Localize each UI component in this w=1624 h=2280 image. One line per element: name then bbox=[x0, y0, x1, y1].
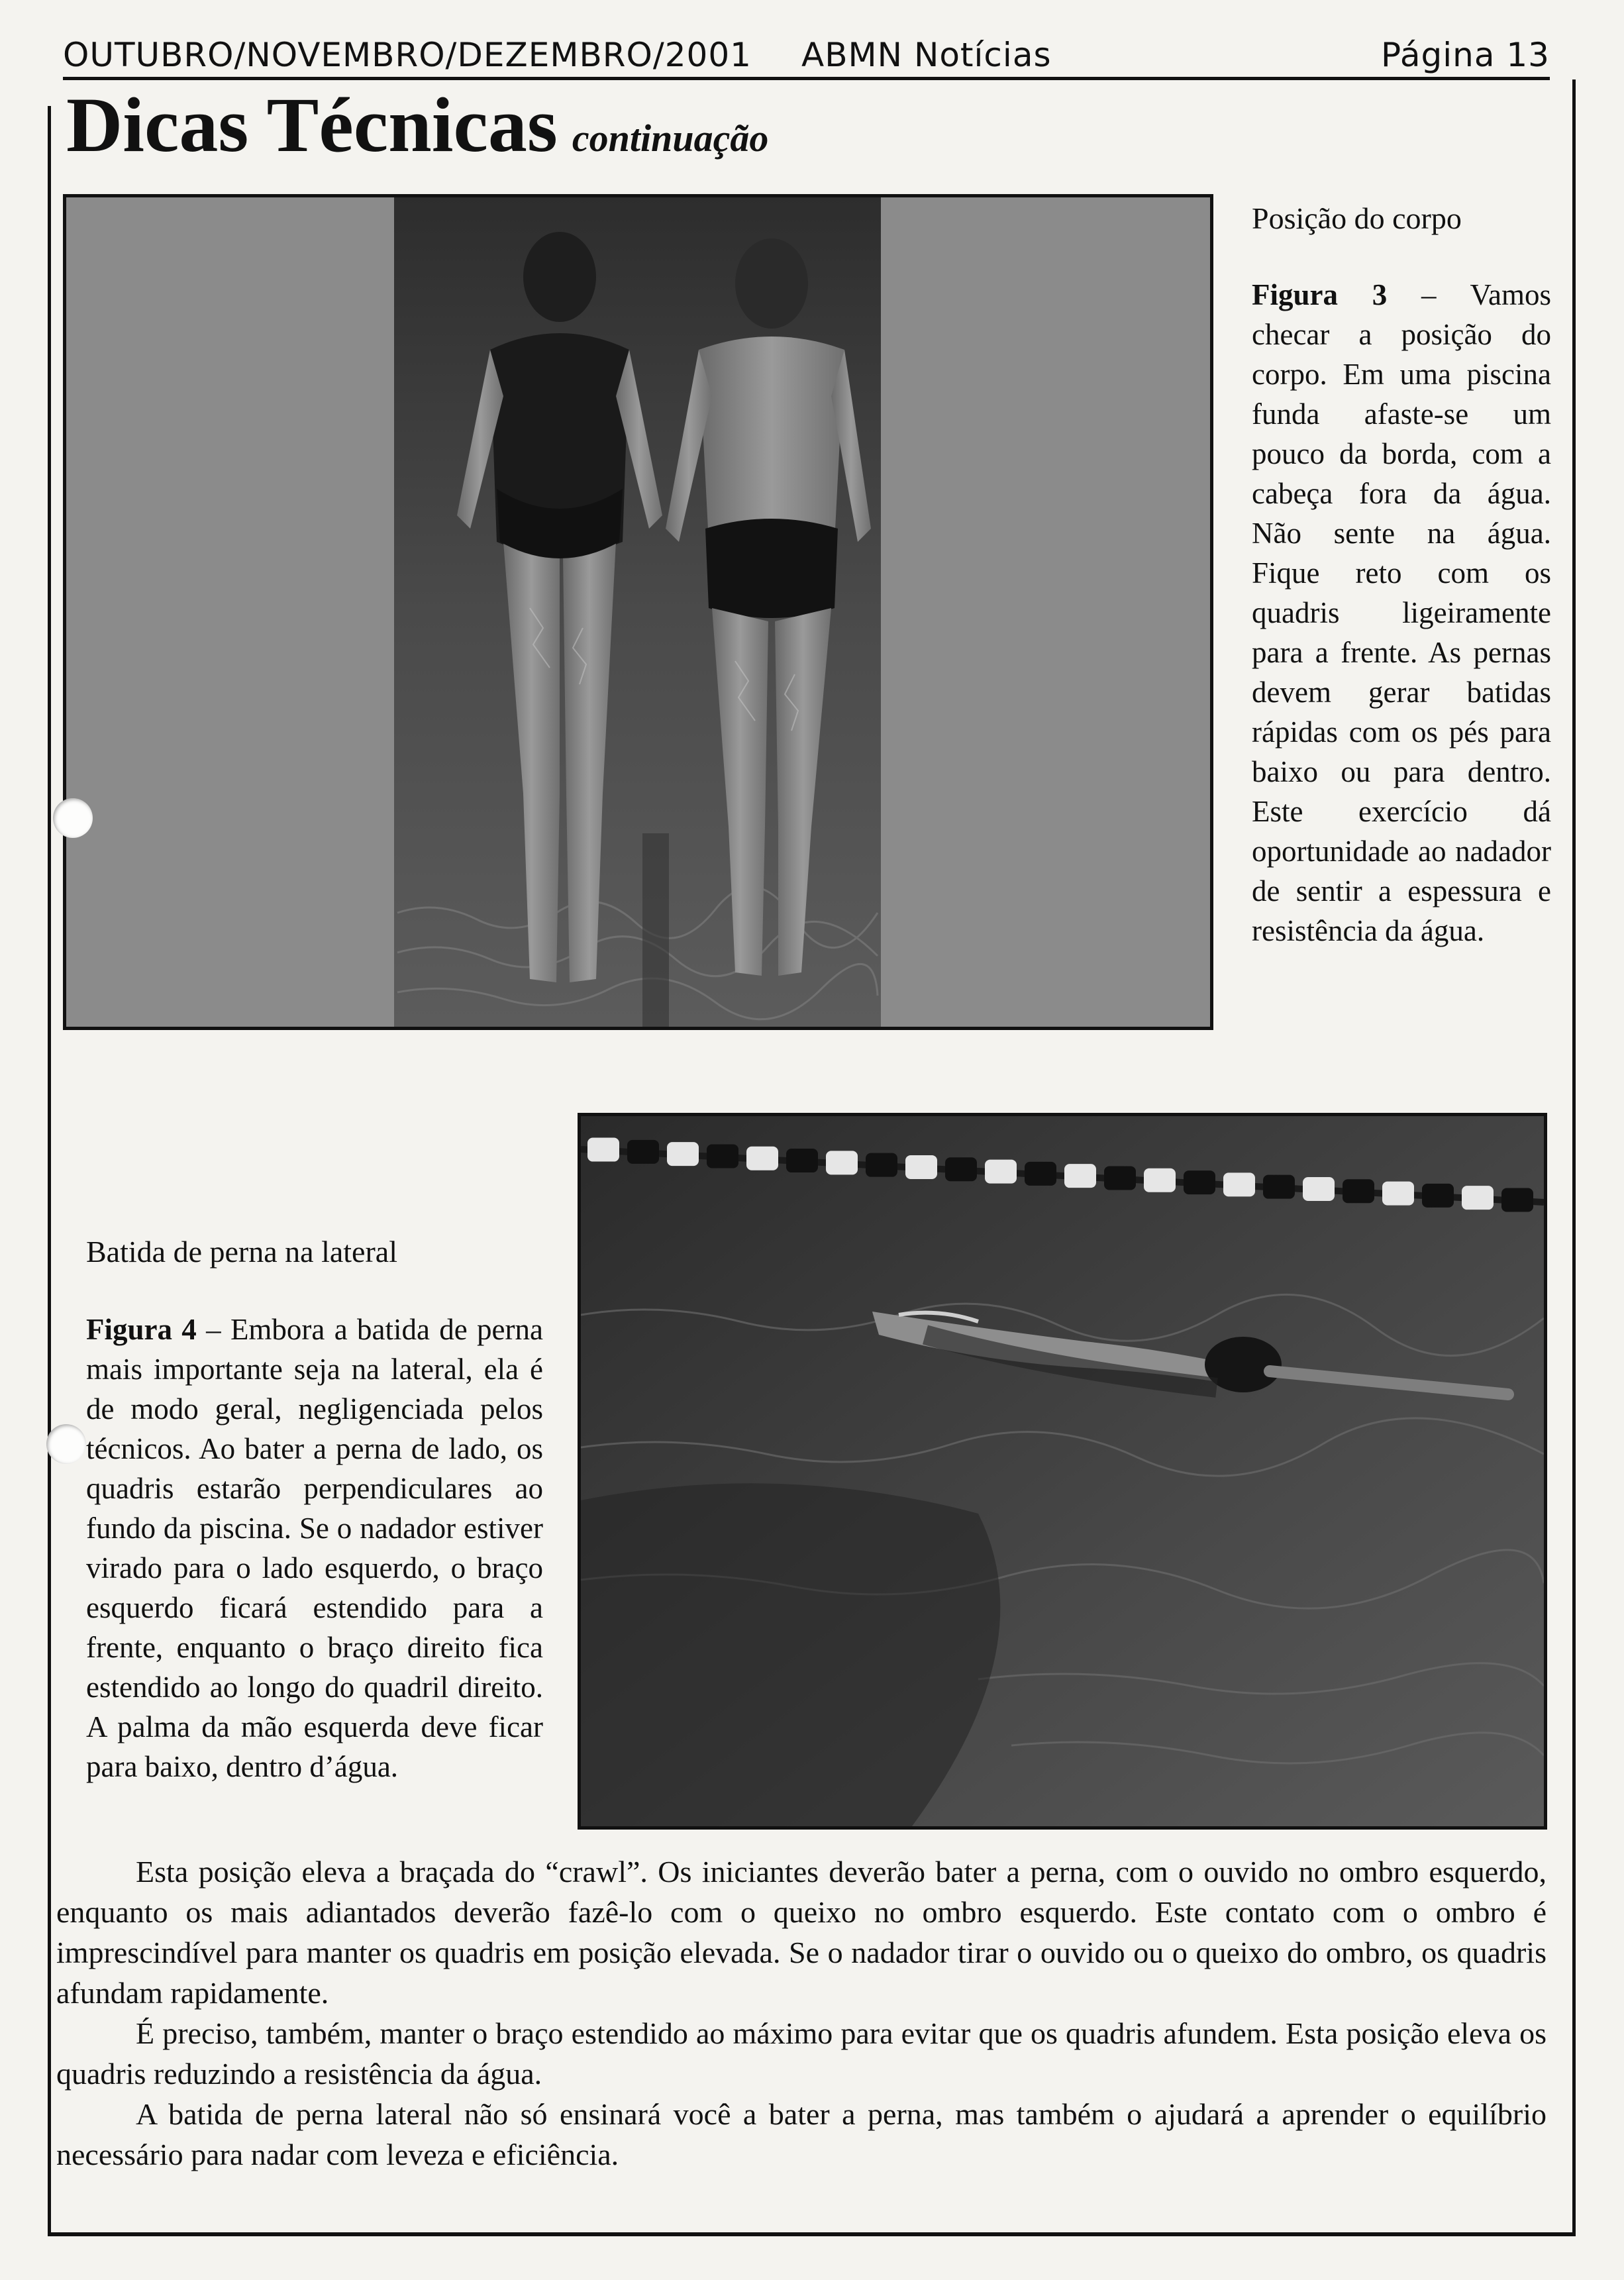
publication-name: ABMN Notícias bbox=[801, 36, 1052, 74]
side-kick-swimmer-image bbox=[581, 1116, 1544, 1826]
section-subtitle: continuação bbox=[572, 117, 769, 160]
lane-rope-float bbox=[1263, 1175, 1295, 1199]
lane-rope-float bbox=[587, 1138, 619, 1162]
lane-rope-float bbox=[1501, 1188, 1533, 1212]
lane-rope-float bbox=[746, 1147, 778, 1170]
lane-rope-float bbox=[1104, 1166, 1136, 1190]
lane-rope-float bbox=[1303, 1177, 1335, 1201]
lane-rope-float bbox=[866, 1153, 897, 1177]
figure-4-label: Figura 4 bbox=[86, 1313, 197, 1346]
section-title bbox=[66, 81, 769, 168]
lane-rope-float bbox=[786, 1149, 818, 1172]
figure-3-heading: Posição do corpo bbox=[1252, 201, 1462, 235]
issue-date: OUTUBRO/NOVEMBRO/DEZEMBRO/2001 bbox=[63, 36, 752, 74]
lane-rope-float bbox=[1422, 1184, 1454, 1208]
figure-3-caption bbox=[1252, 275, 1551, 951]
lane-rope-float bbox=[1184, 1170, 1215, 1194]
frame-rule-bottom bbox=[48, 2232, 1576, 2236]
lane-rope-float bbox=[1462, 1186, 1494, 1210]
punch-hole bbox=[46, 1424, 86, 1464]
article-body bbox=[56, 1851, 1547, 2175]
figure-3-photo bbox=[63, 194, 1213, 1030]
lane-rope-float bbox=[985, 1160, 1017, 1184]
lane-rope-float bbox=[667, 1142, 699, 1166]
figure-3-label: Figura 3 bbox=[1252, 278, 1388, 311]
lane-rope-float bbox=[1025, 1162, 1056, 1186]
figure-4-caption bbox=[86, 1310, 543, 1787]
running-header bbox=[63, 34, 1550, 80]
body-paragraph: Esta posição eleva a braçada do “crawl”. Os iniciantes deverão bater a perna, com o ouvido no ombro esquerdo, enquanto os mais adiantados deverão fazê-lo com o queixo no ombro esquerdo. Este contato com o ombro é imprescindível para manter os quadris em posição elevada. Se o nadador tirar o ouvido ou o queixo do ombro, os quadris afundam rapidamente. bbox=[56, 1855, 1547, 2010]
lane-rope-float bbox=[1144, 1168, 1176, 1192]
punch-hole bbox=[53, 798, 93, 838]
lane-rope-float bbox=[1343, 1179, 1374, 1203]
frame-rule-left bbox=[48, 106, 51, 2235]
figure-3-caption-text: – Vamos checar a posição do corpo. Em uma piscina funda afaste-se um pouco da borda, com a cabeça fora da água. Não sente na água. Fique reto com os quadris ligeiramente para a frente. As pernas devem gerar batidas rápidas com os pés para baixo ou para dentro. Este exercício dá oportunidade ao nadador de sentir a espessura e resistência da água. bbox=[1252, 278, 1551, 947]
underwater-swimmers-image bbox=[66, 197, 1210, 1027]
figure-4-caption-text: – Embora a batida de perna mais importante seja na lateral, ela é de modo geral, negligenciada pelos técnicos. Ao bater a perna de lado, os quadris estarão perpendiculares ao fundo da piscina. Se o nadador estiver virado para o lado esquerdo, o braço esquerdo ficará estendido para a frente, enquanto o braço direito fica estendido ao longo do quadril direito. A palma da mão esquerda deve ficar para baixo, dentro d’água. bbox=[86, 1313, 543, 1783]
body-paragraph: É preciso, também, manter o braço estendido ao máximo para evitar que os quadris afundem. Esta posição eleva os quadris reduzindo a resistência da água. bbox=[56, 2016, 1547, 2091]
lane-rope-float bbox=[826, 1151, 858, 1174]
section-title-text: Dicas Técnicas bbox=[66, 81, 558, 168]
lane-rope-float bbox=[707, 1144, 738, 1168]
lane-rope-float bbox=[1382, 1182, 1414, 1206]
lane-rope-float bbox=[1064, 1164, 1096, 1188]
page-number: Página 13 bbox=[1380, 36, 1550, 74]
body-paragraph: A batida de perna lateral não só ensinará você a bater a perna, mas também o ajudará a aprender o equilíbrio necessário para nadar com leveza e eficiência. bbox=[56, 2097, 1547, 2171]
frame-rule-right bbox=[1572, 79, 1576, 2235]
lane-rope-float bbox=[945, 1157, 977, 1181]
lane-rope-float bbox=[1223, 1172, 1255, 1196]
lane-rope-float bbox=[905, 1155, 937, 1179]
figure-4-heading: Batida de perna na lateral bbox=[86, 1235, 397, 1269]
lane-rope-float bbox=[627, 1140, 659, 1164]
figure-4-photo bbox=[578, 1113, 1547, 1830]
